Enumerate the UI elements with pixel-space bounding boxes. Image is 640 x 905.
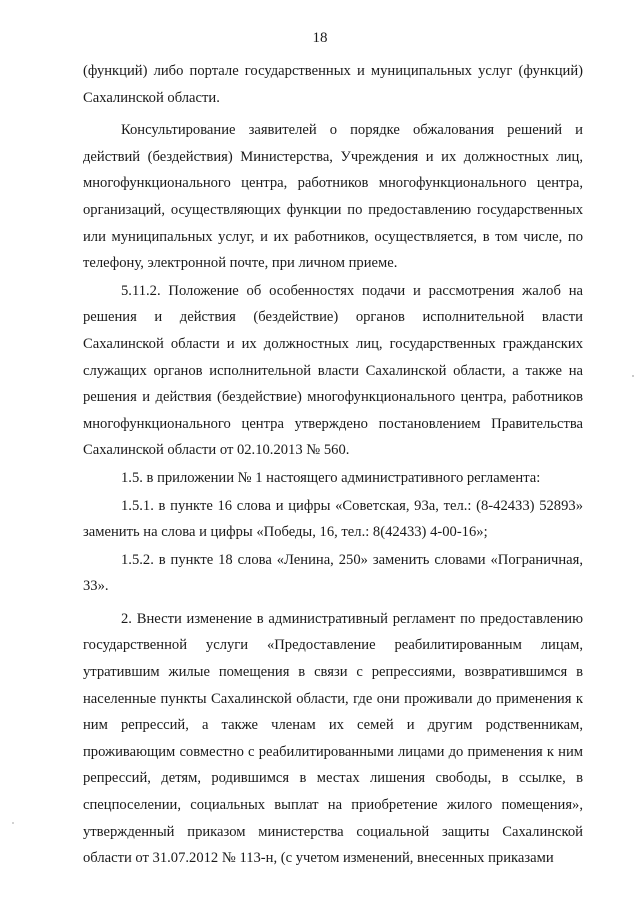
paragraph-2: 2. Внести изменение в административный регламент по предоставлению государственной услуги «Предоставление реабилитированным лицам, утратившим жилые помещения в связи с репрессиями, возвратившимся в населенные пункты Сахалинской области, где они проживали до применения к ним репрессий, а также членам их семей и другим родственникам, проживающим совместно с реабилитированными лицами до применения к ним репрессий, детям, родившимся в местах лишения свободы, в ссылке, в спецпоселении, социальных выплат на приобретение жилого помещения», утвержденный приказом министерства социальной защиты Сахалинской области от 31.07.2012 № 113-н, (с учетом изменений, внесенных приказами — [83, 610, 583, 867]
paragraph-1-5-2: 1.5.2. в пункте 18 слова «Ленина, 250» заменить словами «Пограничная, 33». — [83, 551, 583, 595]
paragraph-1-5-1: 1.5.1. в пункте 16 слова и цифры «Советская, 93а, тел.: (8-42433) 52893» заменить на слова и цифры «Победы, 16, тел.: 8(42433) 4-00-16»; — [83, 497, 583, 541]
paragraph-consultation: Консультирование заявителей о порядке обжалования решений и действий (бездействия) Министерства, Учреждения и их должностных лиц, многофункционального центра, работников многофункционального центра, организаций, осуществляющих функции по предоставлению государственных или муниципальных услуг, и их работников, осуществляется, в том числе, по телефону, электронной почте, при личном приеме. — [83, 122, 583, 272]
scan-dot — [12, 822, 14, 824]
page-number: 18 — [312, 30, 328, 46]
paragraph-continuation: (функций) либо портале государственных и муниципальных услуг (функций) Сахалинской области. — [83, 63, 583, 106]
paragraph-1-5: 1.5. в приложении № 1 настоящего административного регламента: — [121, 469, 541, 486]
paragraph-5-11-2: 5.11.2. Положение об особенностях подачи и рассмотрения жалоб на решения и действия (бездействие) органов исполнительной власти Сахалинской области и их должностных лиц, государственных гражданских служащих органов исполнительной власти Сахалинской области, а также на решения и действия (бездействие) многофункционального центра, работников многофункционального центра утверждено постановлением Правительства Сахалинской области от 02.10.2013 № 560. — [83, 282, 583, 459]
scan-dot — [632, 375, 634, 377]
document-body — [83, 58, 583, 872]
